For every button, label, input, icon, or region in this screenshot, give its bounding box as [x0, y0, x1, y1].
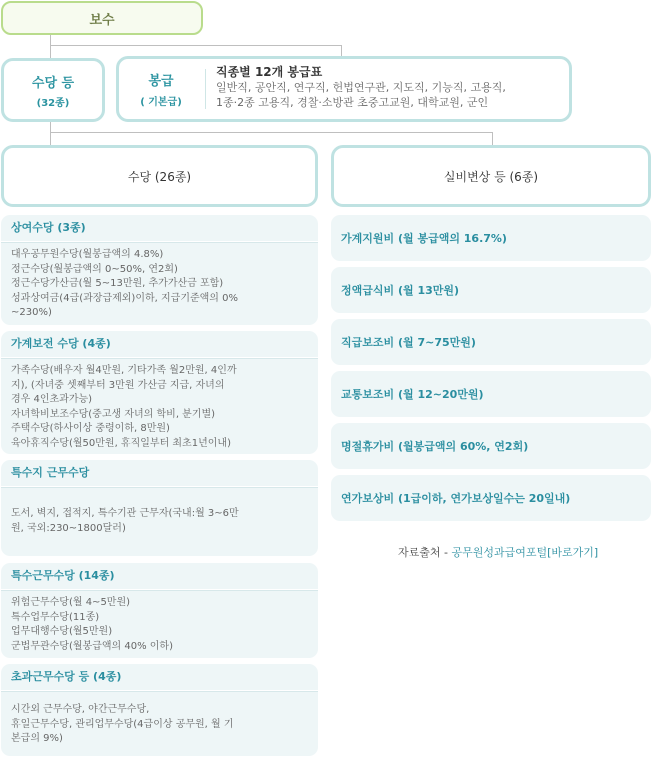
allowance-item-title: 특수근무수당 (14종) [1, 563, 318, 590]
allowance-item-line: 지), (자녀중 셋째부터 3만원 가산금 지급, 자녀의 [11, 379, 225, 391]
allowance-item-title: 초과근무수당 등 (4종) [1, 664, 318, 691]
salary-node [116, 56, 572, 122]
allowance-item-line: 원, 국외:230~1800달러) [11, 522, 126, 534]
allowance-item-line: ~230%) [11, 307, 52, 318]
expense-item-holiday: 명절휴가비 (월봉급액의 60%, 연2회) [331, 423, 651, 469]
allowance-item-overtime [1, 664, 318, 756]
allowance-item-line: 위험근무수당(월 4~5만원) [11, 597, 131, 608]
connector-allowance-up [50, 45, 51, 58]
allowance-item-line: 휴일근무수당, 관리업무수당(4급이상 공무원, 월 기 [11, 718, 234, 730]
source-prefix: 자료출처 - [398, 546, 452, 559]
allowance-item-line: 가족수당(배우자 월4만원, 기타가족 월2만원, 4인까 [11, 365, 237, 376]
source-note [398, 544, 598, 560]
allowance-item-special-duty [1, 563, 318, 658]
salary-heading: 직종별 12개 봉급표 [216, 65, 323, 79]
connector-cat-exp-up [492, 132, 493, 145]
allowance-item-household [1, 331, 318, 454]
salary-title-block [119, 59, 203, 119]
allowance-item-line: 본급의 9%) [11, 733, 63, 744]
allowance-item-line: 경우 4인초과가능) [11, 394, 93, 405]
allowance-item-body [1, 242, 318, 321]
allowance-item-line: 특수업무수당(11종) [11, 611, 100, 623]
allowance-item-line: 도서, 벽지, 접적지, 특수기관 근무자(국내:월 3~6만 [11, 508, 239, 519]
category-allowance-label: 수당 (26종) [127, 169, 192, 184]
allowance-item-line: 정근수당(월봉급액의 0~50%, 연2회) [11, 263, 178, 275]
salary-subtitle: ( 기본급) [140, 97, 182, 108]
root-node-pay [1, 1, 203, 35]
expense-item-leave-compensation: 연가보상비 (1급이하, 연가보상일수는 20일내) [331, 475, 651, 521]
expense-item-rank-support: 직급보조비 (월 7~75만원) [331, 319, 651, 365]
allowance-item-line: 자녀학비보조수당(중고생 자녀의 학비, 분기별) [11, 408, 216, 420]
allowance-item-line: 시간외 근무수당, 야간근무수당, [11, 704, 150, 715]
source-link[interactable]: 공무원성과급여포털 [451, 546, 548, 559]
allowance-item-title: 가계보전 수당 (4종) [1, 331, 318, 358]
allowance-item-special-region [1, 460, 318, 556]
allowance-group-title: 수당 등 [31, 75, 75, 91]
expense-item-household-support: 가계지원비 (월 봉급액의 16.7%) [331, 215, 651, 261]
salary-line-2: 1종·2종 고용직, 경찰·소방관 초중고교원, 대학교원, 군인 [216, 96, 489, 109]
connector-cat-allow-up [50, 132, 51, 145]
allowance-item-line: 업무대행수당(월5만원) [11, 626, 113, 637]
salary-title: 봉급 [148, 74, 174, 89]
category-expense [331, 145, 651, 207]
allowance-item-line: 육아휴직수당(월50만원, 휴직일부터 최초1년이내) [11, 437, 231, 449]
allowance-item-title: 상여수당 (3종) [1, 215, 318, 242]
allowance-item-body [1, 590, 318, 654]
connector-level2-bar [50, 45, 342, 46]
connector-salary-up [341, 45, 342, 56]
allowance-item-line: 군법무관수당(월봉급액의 40% 이하) [11, 640, 173, 652]
allowance-item-bonus [1, 215, 318, 325]
allowance-item-body [1, 691, 318, 747]
salary-line-1: 일반직, 공안직, 연구직, 헌법연구관, 지도직, 기능직, 고용직, [216, 81, 506, 94]
source-shortcut-link[interactable]: [바로가기] [547, 546, 599, 559]
allowance-item-body [1, 487, 318, 536]
allowance-item-body [1, 358, 318, 451]
allowance-group-subtitle: (32종) [36, 97, 70, 109]
salary-description [216, 65, 566, 110]
allowance-item-title: 특수지 근무수당 [1, 460, 318, 487]
category-allowance [1, 145, 318, 207]
expense-item-transport: 교통보조비 (월 12~20만원) [331, 371, 651, 417]
allowance-item-line: 주택수당(하사이상 중령이하, 8만원) [11, 423, 170, 434]
category-expense-label: 실비변상 등 (6종) [443, 169, 539, 184]
salary-divider [205, 69, 206, 109]
expense-item-meal: 정액급식비 (월 13만원) [331, 267, 651, 313]
allowance-item-line: 대우공무원수당(월봉급액의 4.8%) [11, 249, 164, 260]
allowance-group-node [1, 58, 105, 122]
connector-level3-bar [50, 132, 493, 133]
allowance-item-line: 정근수당가산금(월 5~13만원, 추가가산금 포함) [11, 278, 224, 289]
root-label: 보수 [89, 12, 115, 28]
allowance-item-line: 성과상여금(4급(과장급제외)이하, 지급기준액의 0% [11, 292, 239, 304]
